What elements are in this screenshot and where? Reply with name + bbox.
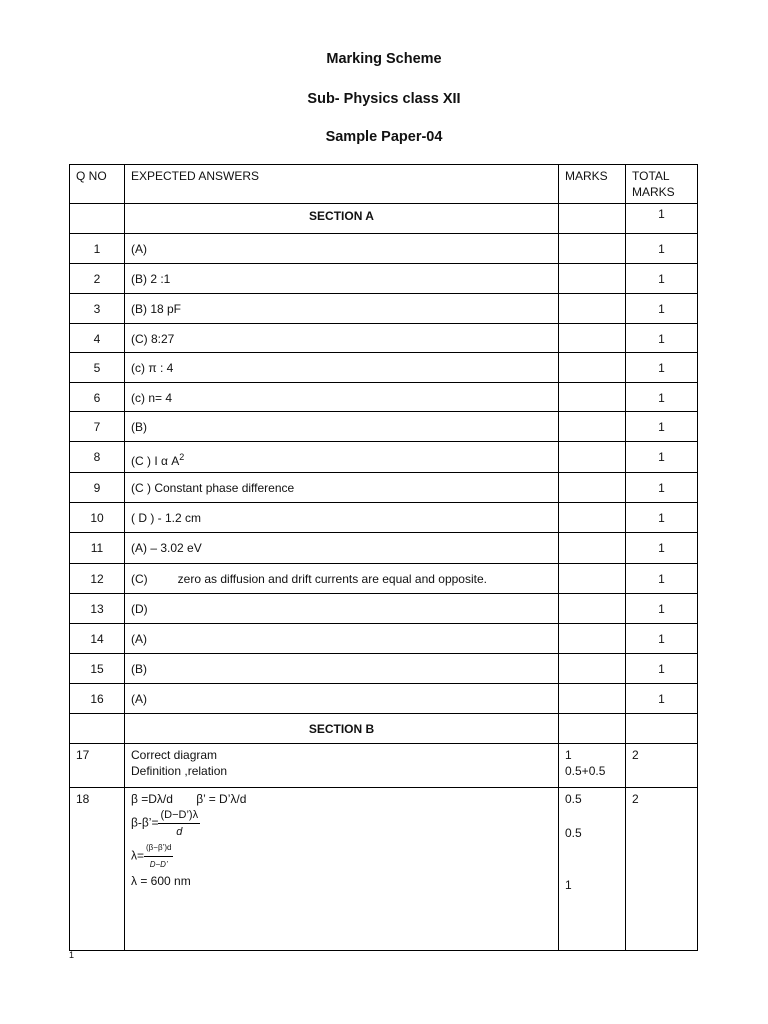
question-number: 5 (93, 361, 101, 375)
table-row (70, 684, 698, 714)
marks-cell (559, 744, 625, 782)
expected-answer: (B) (131, 420, 147, 434)
table-row (70, 294, 698, 324)
header-total: TOTAL MARKS (632, 169, 675, 199)
question-number: 13 (90, 602, 104, 616)
fraction (158, 807, 200, 840)
section-a-row (70, 204, 698, 234)
expected-answer: (c) π : 4 (131, 361, 174, 375)
expected-answer: (A) – 3.02 eV (131, 541, 202, 555)
question-number: 15 (90, 662, 104, 676)
answer-line: λ = 600 nm (131, 874, 191, 888)
marks-cell (559, 353, 626, 383)
marks-cell (559, 234, 626, 264)
answer-formula (131, 840, 552, 873)
marks-cell (559, 412, 626, 442)
section-a-total: 1 (658, 207, 665, 221)
paper-title: Sample Paper-04 (325, 129, 443, 145)
table-row (70, 533, 698, 564)
total-marks: 1 (658, 511, 665, 525)
marks-cell (559, 788, 625, 896)
question-number: 3 (93, 302, 101, 316)
marks-cell (559, 324, 626, 353)
table-row (70, 654, 698, 684)
total-marks: 1 (658, 361, 665, 375)
marking-table (69, 164, 698, 951)
question-number: 6 (93, 391, 101, 405)
question-number: 12 (90, 572, 104, 586)
answer-formula (131, 807, 552, 840)
expected-answer: (C) zero as diffusion and drift currents are equal and opposite. (131, 572, 487, 586)
formula-lhs: λ= (131, 848, 145, 863)
marks-cell (559, 654, 626, 684)
mark-value: 0.5 (565, 826, 582, 840)
fraction-denominator: d (176, 826, 183, 838)
section-b-label: SECTION B (308, 722, 375, 736)
expected-answer: (c) n= 4 (131, 391, 173, 405)
question-number: 9 (93, 481, 101, 495)
fraction-numerator: (β−β’)d (144, 840, 173, 857)
table-row (70, 412, 698, 442)
question-number: 2 (93, 272, 101, 286)
total-marks: 1 (658, 242, 665, 256)
table-row (70, 564, 698, 594)
expected-answer: (C) 8:27 (131, 332, 175, 346)
fraction (144, 840, 173, 873)
expected-answer (125, 744, 558, 782)
question-number: 11 (90, 541, 104, 555)
section-b-row (70, 714, 698, 744)
total-marks: 1 (658, 450, 665, 464)
table-row (70, 624, 698, 654)
question-number: 8 (93, 450, 101, 464)
table-row (70, 324, 698, 353)
mark-value: 0.5 (565, 792, 582, 806)
marks-cell (559, 684, 626, 714)
expected-answer: (A) (131, 692, 147, 706)
marks-cell (559, 624, 626, 654)
table-row-17 (70, 744, 698, 788)
total-marks: 2 (632, 792, 639, 806)
expected-answer: (C ) I α $A^2$ (131, 452, 185, 468)
marks-cell (559, 503, 626, 533)
total-marks: 1 (658, 332, 665, 346)
total-marks: 2 (632, 748, 639, 762)
expected-answer: (B) 18 pF (131, 302, 182, 316)
total-marks: 1 (658, 572, 665, 586)
table-row (70, 234, 698, 264)
total-marks: 1 (658, 632, 665, 646)
formula-lhs: β-β’= (131, 815, 159, 830)
marks-cell (559, 264, 626, 294)
question-number: 4 (93, 332, 101, 346)
marks-cell (559, 383, 626, 412)
table-row (70, 353, 698, 383)
expected-answer: ( D ) - 1.2 cm (131, 511, 202, 525)
expected-answer: (D) (131, 602, 148, 616)
page-number: 1 (69, 950, 75, 960)
question-number: 18 (76, 792, 90, 806)
total-marks: 1 (658, 541, 665, 555)
total-marks: 1 (658, 481, 665, 495)
marks-cell (559, 294, 626, 324)
header-marks: MARKS (565, 169, 608, 183)
answer-superscript: 2 (179, 452, 185, 462)
fraction-denominator: D−D’ (149, 860, 168, 869)
table-row (70, 503, 698, 533)
table-row (70, 442, 698, 473)
question-number: 1 (93, 242, 101, 256)
expected-answer (125, 788, 558, 892)
total-marks: 1 (658, 602, 665, 616)
table-row (70, 594, 698, 624)
table-row (70, 473, 698, 503)
table-row (70, 264, 698, 294)
table-row-18 (70, 788, 698, 951)
mark-value: 1 (565, 878, 572, 892)
mark-value: 1 (565, 748, 572, 762)
document-subtitle: Sub- Physics class XII (307, 91, 461, 107)
question-number: 17 (76, 748, 90, 762)
total-marks: 1 (658, 302, 665, 316)
header-qno: Q NO (76, 169, 107, 183)
header-row (70, 165, 698, 204)
answer-line: Definition ,relation (131, 764, 228, 778)
marks-cell (559, 442, 626, 473)
answer-line: Correct diagram (131, 748, 218, 762)
total-marks: 1 (658, 420, 665, 434)
total-marks: 1 (658, 662, 665, 676)
marks-cell (559, 594, 626, 624)
total-marks: 1 (658, 692, 665, 706)
expected-answer: (B) 2 :1 (131, 272, 171, 286)
mark-value: 0.5+0.5 (565, 764, 606, 778)
table-row (70, 383, 698, 412)
fraction-numerator: (D−D’)λ (158, 807, 200, 824)
question-number: 10 (90, 511, 104, 525)
total-marks: 1 (658, 272, 665, 286)
expected-answer: (A) (131, 632, 147, 646)
header-answers: EXPECTED ANSWERS (131, 169, 260, 183)
total-marks: 1 (658, 391, 665, 405)
document-title: Marking Scheme (326, 51, 442, 67)
answer-line: β =Dλ/d β’ = D’λ/d (131, 792, 247, 806)
expected-answer: (C ) Constant phase difference (131, 481, 295, 495)
marks-cell (559, 564, 626, 594)
marks-cell (559, 473, 626, 503)
question-number: 14 (90, 632, 104, 646)
section-a-label: SECTION A (309, 209, 374, 223)
marks-cell (559, 533, 626, 564)
question-number: 7 (93, 420, 101, 434)
expected-answer: (B) (131, 662, 147, 676)
expected-answer: (A) (131, 242, 147, 256)
question-number: 16 (90, 692, 104, 706)
